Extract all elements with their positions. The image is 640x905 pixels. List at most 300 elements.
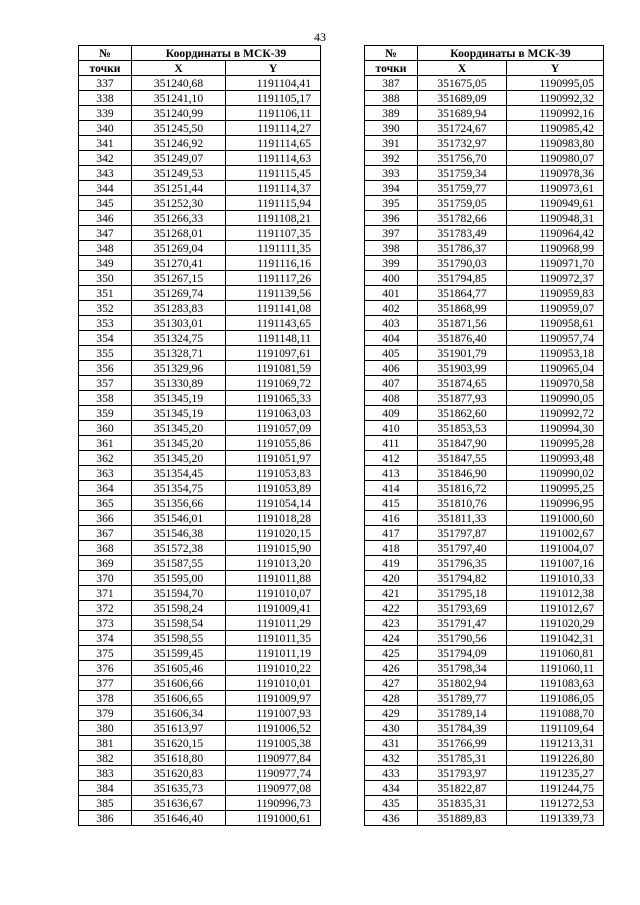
table-row (365, 736, 604, 751)
point-number-cell: 411 (365, 436, 418, 451)
x-coordinate-cell: 351847,55 (418, 451, 507, 466)
point-number-cell: 340 (79, 121, 132, 136)
table-row (79, 781, 321, 796)
point-number-cell: 434 (365, 781, 418, 796)
table-row (365, 631, 604, 646)
point-number-cell: 351 (79, 286, 132, 301)
table-row (79, 451, 321, 466)
table-row (79, 691, 321, 706)
y-coordinate-cell: 1191141,08 (226, 301, 321, 316)
point-number-cell: 420 (365, 571, 418, 586)
point-number-cell: 414 (365, 481, 418, 496)
x-coordinate-cell: 351594,70 (132, 586, 226, 601)
point-number-cell: 342 (79, 151, 132, 166)
point-number-cell: 421 (365, 586, 418, 601)
y-coordinate-cell: 1191010,07 (226, 586, 321, 601)
table-row (79, 751, 321, 766)
point-number-cell: 422 (365, 601, 418, 616)
y-coordinate-cell: 1191114,27 (226, 121, 321, 136)
table-row (365, 376, 604, 391)
x-coordinate-cell: 351249,53 (132, 166, 226, 181)
x-coordinate-cell: 351598,24 (132, 601, 226, 616)
y-coordinate-cell: 1191114,37 (226, 181, 321, 196)
x-coordinate-cell: 351797,87 (418, 526, 507, 541)
point-number-cell: 398 (365, 241, 418, 256)
table-row (365, 361, 604, 376)
x-coordinate-cell: 351901,79 (418, 346, 507, 361)
table-row (365, 286, 604, 301)
table-row (365, 511, 604, 526)
x-coordinate-cell: 351877,93 (418, 391, 507, 406)
table-row (79, 721, 321, 736)
point-number-cell: 436 (365, 811, 418, 826)
point-number-cell: 358 (79, 391, 132, 406)
y-coordinate-cell: 1191213,31 (507, 736, 604, 751)
x-coordinate-cell: 351345,19 (132, 406, 226, 421)
table-row (365, 541, 604, 556)
y-coordinate-cell: 1190992,72 (507, 406, 604, 421)
table-row (79, 586, 321, 601)
x-coordinate-cell: 351605,46 (132, 661, 226, 676)
point-number-cell: 415 (365, 496, 418, 511)
table-row (365, 121, 604, 136)
point-number-cell: 372 (79, 601, 132, 616)
table-row (79, 556, 321, 571)
table-row (365, 316, 604, 331)
y-coordinate-cell: 1190993,48 (507, 451, 604, 466)
y-coordinate-cell: 1191010,33 (507, 571, 604, 586)
point-number-cell: 409 (365, 406, 418, 421)
y-coordinate-cell: 1191010,01 (226, 676, 321, 691)
table-row (79, 481, 321, 496)
point-number-cell: 376 (79, 661, 132, 676)
table-row (79, 526, 321, 541)
y-coordinate-cell: 1191097,61 (226, 346, 321, 361)
table-row (365, 301, 604, 316)
y-coordinate-cell: 1190990,02 (507, 466, 604, 481)
point-number-cell: 430 (365, 721, 418, 736)
table-row (79, 196, 321, 211)
y-coordinate-cell: 1191114,63 (226, 151, 321, 166)
y-coordinate-cell: 1191011,29 (226, 616, 321, 631)
y-coordinate-cell: 1190972,37 (507, 271, 604, 286)
point-number-cell: 416 (365, 511, 418, 526)
table-row (79, 211, 321, 226)
x-coordinate-cell: 351606,66 (132, 676, 226, 691)
table-row (365, 706, 604, 721)
point-number-cell: 389 (365, 106, 418, 121)
table-row (365, 406, 604, 421)
table-row (79, 736, 321, 751)
x-coordinate-cell: 351790,56 (418, 631, 507, 646)
x-coordinate-cell: 351240,99 (132, 106, 226, 121)
point-number-cell: 367 (79, 526, 132, 541)
y-coordinate-cell: 1191148,11 (226, 331, 321, 346)
table-row (79, 496, 321, 511)
x-coordinate-cell: 351270,41 (132, 256, 226, 271)
point-number-cell: 396 (365, 211, 418, 226)
table-row (365, 196, 604, 211)
x-coordinate-cell: 351846,90 (418, 466, 507, 481)
point-number-cell: 357 (79, 376, 132, 391)
x-coordinate-cell: 351889,83 (418, 811, 507, 826)
point-number-cell: 347 (79, 226, 132, 241)
x-coordinate-cell: 351303,01 (132, 316, 226, 331)
y-coordinate-cell: 1191054,14 (226, 496, 321, 511)
point-number-cell: 349 (79, 256, 132, 271)
table-row (79, 76, 321, 91)
table-row (79, 421, 321, 436)
point-number-cell: 374 (79, 631, 132, 646)
point-number-cell: 405 (365, 346, 418, 361)
table-row (365, 751, 604, 766)
x-coordinate-cell: 351759,77 (418, 181, 507, 196)
coordinates-header: Координаты в МСК-39 (418, 46, 604, 61)
table-row (79, 511, 321, 526)
y-coordinate-cell: 1191000,60 (507, 511, 604, 526)
x-coordinate-cell: 351249,07 (132, 151, 226, 166)
point-number-cell: 400 (365, 271, 418, 286)
table-row (365, 466, 604, 481)
table-row (79, 706, 321, 721)
x-coordinate-cell: 351646,40 (132, 811, 226, 826)
table-row (365, 586, 604, 601)
x-coordinate-cell: 351598,54 (132, 616, 226, 631)
x-coordinate-cell: 351606,65 (132, 691, 226, 706)
y-coordinate-cell: 1190983,80 (507, 136, 604, 151)
x-coordinate-cell: 351786,37 (418, 241, 507, 256)
point-number-cell: 378 (79, 691, 132, 706)
y-coordinate-cell: 1191053,89 (226, 481, 321, 496)
point-number-cell: 387 (365, 76, 418, 91)
point-number-cell: 369 (79, 556, 132, 571)
point-number-cell: 344 (79, 181, 132, 196)
table-row (365, 691, 604, 706)
table-row (365, 151, 604, 166)
x-coordinate-cell: 351689,09 (418, 91, 507, 106)
y-coordinate-cell: 1190959,83 (507, 286, 604, 301)
x-coordinate-cell: 351329,96 (132, 361, 226, 376)
y-coordinate-cell: 1191117,26 (226, 271, 321, 286)
table-row (79, 376, 321, 391)
table-row (79, 436, 321, 451)
point-number-cell: 366 (79, 511, 132, 526)
table-row (79, 796, 321, 811)
point-number-header: № (365, 46, 418, 61)
y-coordinate-cell: 1191057,09 (226, 421, 321, 436)
x-coordinate-cell: 351246,92 (132, 136, 226, 151)
point-number-cell: 408 (365, 391, 418, 406)
y-coordinate-cell: 1191012,38 (507, 586, 604, 601)
y-coordinate-cell: 1190995,05 (507, 76, 604, 91)
table-row (365, 436, 604, 451)
y-coordinate-cell: 1191114,65 (226, 136, 321, 151)
point-number-cell: 407 (365, 376, 418, 391)
x-coordinate-cell: 351864,77 (418, 286, 507, 301)
point-number-cell: 425 (365, 646, 418, 661)
y-coordinate-cell: 1191339,73 (507, 811, 604, 826)
y-coordinate-cell: 1191009,97 (226, 691, 321, 706)
x-coordinate-cell: 351789,14 (418, 706, 507, 721)
point-number-cell: 384 (79, 781, 132, 796)
y-coordinate-cell: 1191069,72 (226, 376, 321, 391)
x-coordinate-cell: 351613,97 (132, 721, 226, 736)
point-number-cell: 413 (365, 466, 418, 481)
y-coordinate-cell: 1191105,17 (226, 91, 321, 106)
point-number-cell: 356 (79, 361, 132, 376)
y-coordinate-cell: 1190970,58 (507, 376, 604, 391)
x-coordinate-cell: 351759,34 (418, 166, 507, 181)
y-column-header: Y (226, 61, 321, 76)
table-row (79, 91, 321, 106)
y-coordinate-cell: 1191042,31 (507, 631, 604, 646)
table-row (79, 166, 321, 181)
x-coordinate-cell: 351269,74 (132, 286, 226, 301)
x-coordinate-cell: 351853,53 (418, 421, 507, 436)
y-coordinate-cell: 1191007,16 (507, 556, 604, 571)
x-coordinate-cell: 351794,09 (418, 646, 507, 661)
y-coordinate-cell: 1191000,61 (226, 811, 321, 826)
table-row (365, 661, 604, 676)
point-number-cell: 423 (365, 616, 418, 631)
x-coordinate-cell: 351794,82 (418, 571, 507, 586)
point-number-cell: 364 (79, 481, 132, 496)
point-number-cell: 382 (79, 751, 132, 766)
x-coordinate-cell: 351795,18 (418, 586, 507, 601)
y-coordinate-cell: 1191004,07 (507, 541, 604, 556)
table-row (365, 781, 604, 796)
point-number-header: № (79, 46, 132, 61)
x-coordinate-cell: 351756,70 (418, 151, 507, 166)
x-coordinate-cell: 351798,34 (418, 661, 507, 676)
y-coordinate-cell: 1190990,05 (507, 391, 604, 406)
x-coordinate-cell: 351811,33 (418, 511, 507, 526)
x-coordinate-cell: 351267,15 (132, 271, 226, 286)
table-row (79, 601, 321, 616)
y-coordinate-cell: 1190965,04 (507, 361, 604, 376)
point-number-cell: 385 (79, 796, 132, 811)
table-row (79, 631, 321, 646)
x-coordinate-cell: 351635,73 (132, 781, 226, 796)
x-coordinate-cell: 351793,97 (418, 766, 507, 781)
x-coordinate-cell: 351822,87 (418, 781, 507, 796)
y-coordinate-cell: 1191018,28 (226, 511, 321, 526)
y-coordinate-cell: 1190953,18 (507, 346, 604, 361)
y-coordinate-cell: 1191116,16 (226, 256, 321, 271)
table-row (79, 676, 321, 691)
point-number-cell: 427 (365, 676, 418, 691)
point-number-cell: 370 (79, 571, 132, 586)
point-number-cell: 338 (79, 91, 132, 106)
x-coordinate-cell: 351354,75 (132, 481, 226, 496)
x-coordinate-cell: 351793,69 (418, 601, 507, 616)
y-coordinate-cell: 1191086,05 (507, 691, 604, 706)
x-coordinate-cell: 351636,67 (132, 796, 226, 811)
y-coordinate-cell: 1190973,61 (507, 181, 604, 196)
point-number-cell: 353 (79, 316, 132, 331)
point-number-cell: 373 (79, 616, 132, 631)
point-number-cell: 399 (365, 256, 418, 271)
x-coordinate-cell: 351330,89 (132, 376, 226, 391)
point-number-cell: 410 (365, 421, 418, 436)
y-coordinate-cell: 1191011,88 (226, 571, 321, 586)
x-coordinate-cell: 351546,38 (132, 526, 226, 541)
point-number-cell: 418 (365, 541, 418, 556)
y-coordinate-cell: 1191053,83 (226, 466, 321, 481)
y-coordinate-cell: 1191055,86 (226, 436, 321, 451)
y-coordinate-cell: 1191083,63 (507, 676, 604, 691)
point-number-cell: 383 (79, 766, 132, 781)
y-coordinate-cell: 1191272,53 (507, 796, 604, 811)
x-coordinate-cell: 351675,05 (418, 76, 507, 91)
x-coordinate-cell: 351328,71 (132, 346, 226, 361)
x-coordinate-cell: 351847,90 (418, 436, 507, 451)
x-coordinate-cell: 351783,49 (418, 226, 507, 241)
point-number-cell: 386 (79, 811, 132, 826)
x-coordinate-cell: 351816,72 (418, 481, 507, 496)
y-coordinate-cell: 1191005,38 (226, 736, 321, 751)
x-coordinate-cell: 351862,60 (418, 406, 507, 421)
table-row (365, 796, 604, 811)
y-coordinate-cell: 1191012,67 (507, 601, 604, 616)
x-coordinate-cell: 351266,33 (132, 211, 226, 226)
y-coordinate-cell: 1191235,27 (507, 766, 604, 781)
point-number-cell: 365 (79, 496, 132, 511)
x-coordinate-cell: 351903,99 (418, 361, 507, 376)
point-number-cell: 360 (79, 421, 132, 436)
table-row (79, 106, 321, 121)
x-coordinate-cell: 351595,00 (132, 571, 226, 586)
point-number-cell: 428 (365, 691, 418, 706)
table-row (79, 361, 321, 376)
y-coordinate-cell: 1191143,65 (226, 316, 321, 331)
y-coordinate-cell: 1190959,07 (507, 301, 604, 316)
point-number-cell: 390 (365, 121, 418, 136)
table-row (365, 166, 604, 181)
table-row (365, 106, 604, 121)
y-coordinate-cell: 1190992,32 (507, 91, 604, 106)
table-row (79, 316, 321, 331)
table-row (79, 136, 321, 151)
point-number-cell: 393 (365, 166, 418, 181)
x-coordinate-cell: 351794,85 (418, 271, 507, 286)
x-coordinate-cell: 351732,97 (418, 136, 507, 151)
table-row (365, 766, 604, 781)
x-coordinate-cell: 351245,50 (132, 121, 226, 136)
x-coordinate-cell: 351796,35 (418, 556, 507, 571)
table-row (365, 241, 604, 256)
point-number-subheader: точки (79, 61, 132, 76)
point-number-subheader: точки (365, 61, 418, 76)
point-number-cell: 391 (365, 136, 418, 151)
table-row (365, 181, 604, 196)
table-row (365, 496, 604, 511)
point-number-cell: 402 (365, 301, 418, 316)
y-coordinate-cell: 1190985,42 (507, 121, 604, 136)
x-coordinate-cell: 351240,68 (132, 76, 226, 91)
point-number-cell: 419 (365, 556, 418, 571)
point-number-cell: 433 (365, 766, 418, 781)
point-number-cell: 395 (365, 196, 418, 211)
y-coordinate-cell: 1190949,61 (507, 196, 604, 211)
point-number-cell: 346 (79, 211, 132, 226)
x-coordinate-cell: 351345,20 (132, 421, 226, 436)
y-coordinate-cell: 1191104,41 (226, 76, 321, 91)
table-row (365, 601, 604, 616)
point-number-cell: 377 (79, 676, 132, 691)
x-coordinate-cell: 351810,76 (418, 496, 507, 511)
point-number-cell: 345 (79, 196, 132, 211)
x-coordinate-cell: 351835,31 (418, 796, 507, 811)
coordinates-header: Координаты в МСК-39 (132, 46, 321, 61)
table-row (79, 151, 321, 166)
y-coordinate-cell: 1191060,81 (507, 646, 604, 661)
table-row (79, 541, 321, 556)
table-row (365, 256, 604, 271)
point-number-cell: 388 (365, 91, 418, 106)
x-coordinate-cell: 351785,31 (418, 751, 507, 766)
table-row (365, 76, 604, 91)
coordinates-table-left (78, 45, 321, 826)
y-coordinate-cell: 1191081,59 (226, 361, 321, 376)
point-number-cell: 354 (79, 331, 132, 346)
y-coordinate-cell: 1191010,22 (226, 661, 321, 676)
x-column-header: X (418, 61, 507, 76)
x-coordinate-cell: 351784,39 (418, 721, 507, 736)
point-number-cell: 352 (79, 301, 132, 316)
y-coordinate-cell: 1191020,29 (507, 616, 604, 631)
y-coordinate-cell: 1191051,97 (226, 451, 321, 466)
y-coordinate-cell: 1191020,15 (226, 526, 321, 541)
y-coordinate-cell: 1190980,07 (507, 151, 604, 166)
x-coordinate-cell: 351268,01 (132, 226, 226, 241)
x-coordinate-cell: 351874,65 (418, 376, 507, 391)
point-number-cell: 432 (365, 751, 418, 766)
point-number-cell: 363 (79, 466, 132, 481)
x-column-header: X (132, 61, 226, 76)
x-coordinate-cell: 351797,40 (418, 541, 507, 556)
x-coordinate-cell: 351790,03 (418, 256, 507, 271)
y-coordinate-cell: 1190977,08 (226, 781, 321, 796)
x-coordinate-cell: 351782,66 (418, 211, 507, 226)
y-coordinate-cell: 1190996,95 (507, 496, 604, 511)
table-row (79, 301, 321, 316)
table-row (79, 391, 321, 406)
x-coordinate-cell: 351587,55 (132, 556, 226, 571)
x-coordinate-cell: 351283,83 (132, 301, 226, 316)
table-row (365, 451, 604, 466)
table-row (365, 811, 604, 826)
y-coordinate-cell: 1191007,93 (226, 706, 321, 721)
y-coordinate-cell: 1191013,20 (226, 556, 321, 571)
y-coordinate-cell: 1190995,28 (507, 436, 604, 451)
table-row (365, 526, 604, 541)
x-coordinate-cell: 351876,40 (418, 331, 507, 346)
page-number: 43 (314, 30, 326, 44)
y-coordinate-cell: 1191002,67 (507, 526, 604, 541)
point-number-cell: 426 (365, 661, 418, 676)
point-number-cell: 371 (79, 586, 132, 601)
table-row (79, 121, 321, 136)
y-coordinate-cell: 1190977,84 (226, 751, 321, 766)
y-coordinate-cell: 1190978,36 (507, 166, 604, 181)
x-coordinate-cell: 351598,55 (132, 631, 226, 646)
x-coordinate-cell: 351620,83 (132, 766, 226, 781)
table-row (365, 226, 604, 241)
point-number-cell: 375 (79, 646, 132, 661)
point-number-cell: 359 (79, 406, 132, 421)
table-row (365, 421, 604, 436)
